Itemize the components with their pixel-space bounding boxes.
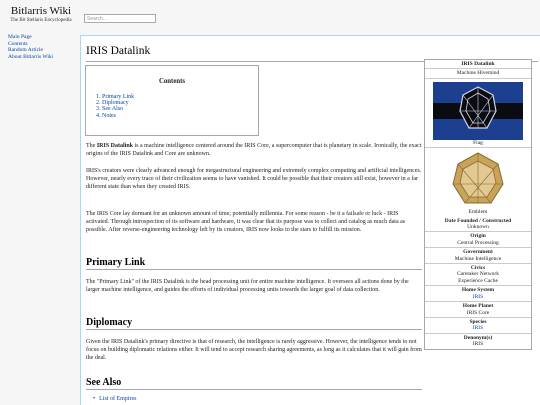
infobox-row-label: Date Founded / Constructed bbox=[444, 217, 512, 224]
sidebar-item-main-page[interactable]: Main Page bbox=[8, 34, 32, 40]
toc-item[interactable]: 4. Notes bbox=[96, 112, 116, 119]
toc-item[interactable]: 3. See Also bbox=[96, 106, 124, 113]
sidebar-nav bbox=[8, 34, 53, 60]
infobox-row-label: Origin bbox=[470, 233, 486, 240]
infobox-row-label: Civics bbox=[470, 265, 486, 272]
table-of-contents bbox=[85, 65, 259, 136]
diplomacy-paragraph: Given the IRIS Datalink's primary directive is that of research, the intelligence is rarely aggressive. However, the intelligence tends to not focus on building diplomatic relations either. It will tend to accept research sharing agreements, as long as it calculates that it will gain from the deal. bbox=[86, 339, 422, 361]
article-subject: IRIS Datalink bbox=[96, 143, 134, 149]
infobox-rows bbox=[425, 217, 531, 349]
infobox bbox=[424, 59, 532, 350]
section-heading-diplomacy: Diplomacy bbox=[86, 317, 422, 330]
sidebar-item-random-article[interactable]: Random Article bbox=[8, 47, 43, 54]
sidebar-item-contents[interactable]: Contents bbox=[8, 40, 28, 47]
section-heading-see-also: See Also bbox=[86, 377, 422, 390]
infobox-title: IRIS Datalink bbox=[461, 61, 495, 67]
primary-link-paragraph: The "Primary Link" of the IRIS Datalink is the head processing unit for entire machine intelligence. It oversees all actions done by the larger machine intelligence, and guides the efforts of individual processing units towards the larger goal of data collection. bbox=[86, 279, 409, 293]
flag-cell bbox=[425, 78, 531, 147]
infobox-row-label: Species bbox=[469, 318, 487, 325]
infobox-row bbox=[425, 301, 531, 317]
infobox-row-link[interactable]: IRIS bbox=[472, 293, 484, 300]
intro-paragraph-1: The IRIS Datalink is a machine intelligence centered around the IRIS Core, a supercomputer that is planetary in scale. Ironically, the exact origins of the IRIS Datalink and Core are unknown. bbox=[86, 143, 422, 157]
toc-item[interactable]: 2. Diplomacy bbox=[96, 100, 129, 107]
infobox-row bbox=[425, 317, 531, 333]
infobox-row bbox=[425, 247, 531, 263]
infobox-row-value: Central Processing bbox=[457, 239, 499, 246]
infobox-row bbox=[425, 333, 531, 349]
infobox-row-value: IRIS bbox=[472, 341, 484, 348]
see-also-link[interactable]: List of Empires bbox=[99, 396, 137, 402]
infobox-subtitle: Machine Hivemind bbox=[425, 68, 531, 77]
infobox-row bbox=[425, 285, 531, 301]
intro-paragraph-2: IRIS's creators were clearly advanced enough for megastructural engineering and extremely complex computing and artificial intelligences. However, nearly every trace of their civilization seems to have vanished. It could be possible that their creators still exist, however in a far different state than when they created IRIS. bbox=[86, 168, 422, 190]
emblem-cell bbox=[425, 147, 531, 216]
emblem-caption: Emblem bbox=[468, 209, 488, 216]
site-logo[interactable] bbox=[0, 0, 82, 23]
flag-image bbox=[433, 82, 523, 140]
infobox-row bbox=[425, 217, 531, 232]
infobox-row bbox=[425, 263, 531, 285]
page-title: IRIS Datalink bbox=[86, 45, 151, 57]
see-also-list: • List of Empires bbox=[93, 396, 137, 402]
infobox-row-label: Denonym(s) bbox=[463, 334, 493, 341]
infobox-row-value: Caretaker Network bbox=[457, 271, 499, 278]
section-heading-primary-link: Primary Link bbox=[86, 257, 422, 270]
search-input[interactable]: Search... bbox=[84, 14, 156, 23]
site-subtitle: The Bit Stellaris Encyclopedia bbox=[10, 18, 72, 23]
infobox-row-value: Experience Cache bbox=[458, 277, 498, 284]
sidebar-item-about[interactable]: About Bitlarris Wiki bbox=[8, 53, 54, 60]
site-title: Bitlarris Wiki bbox=[10, 5, 72, 17]
infobox-row-label: Home Planet bbox=[462, 303, 494, 310]
infobox-row-value: IRIS Core bbox=[466, 309, 490, 316]
emblem-image bbox=[449, 151, 507, 209]
intro-paragraph-3: The IRIS Core lay dormant for an unknown amount of time; potentially millennia. For some reason - be it a failsafe or luck - IRIS activated. Through introspection of its software and hardware, it was clear that its purpose was to collect and catalog as much data as possible. After reverse-engineering technology left by its creators, IRIS now looks to the stars to fulfill its mission. bbox=[86, 211, 406, 233]
infobox-row-label: Government bbox=[463, 249, 493, 256]
infobox-row-label: Home System bbox=[461, 287, 495, 294]
infobox-row-value: Unknown bbox=[467, 224, 489, 231]
toc-item[interactable]: 1. Primary Link bbox=[96, 94, 135, 100]
flag-caption: Flag bbox=[473, 139, 483, 146]
infobox-row-value: Machine Intelligence bbox=[454, 255, 502, 262]
toc-title: Contents bbox=[158, 78, 186, 85]
infobox-row-link[interactable]: IRIS bbox=[472, 325, 484, 332]
infobox-row bbox=[425, 231, 531, 247]
